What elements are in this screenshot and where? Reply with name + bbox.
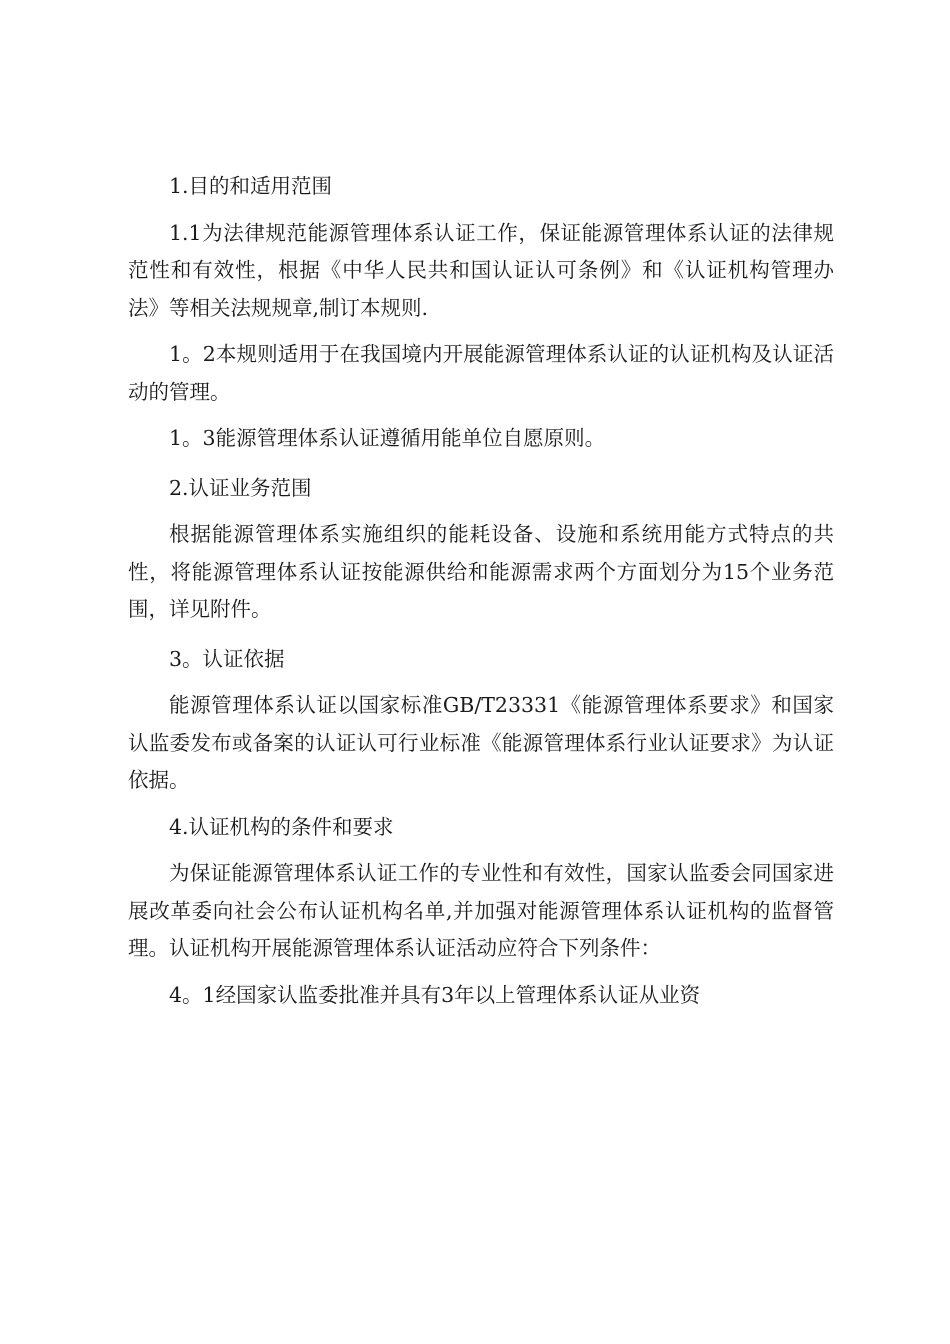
paragraph-4-body: 为保证能源管理体系认证工作的专业性和有效性，国家认监委会同国家进展改革委向社会公布认证机构名单,并加强对能源管理体系认证机构的监督管理。认证机构开展能源管理体系认证活动应符合下列条件： [128,861,834,960]
document-page [128,168,834,1014]
paragraph-4-1: 4。1经国家认监委批准并具有3年以上管理体系认证从业资 [169,982,701,1007]
paragraph-1-2: 1。2本规则适用于在我国境内开展能源管理体系认证的认证机构及认证活动的管理。 [128,342,834,404]
heading-1: 1.目的和适用范围 [169,174,333,198]
paragraph-1-3: 1。3能源管理体系认证遵循用能单位自愿原则。 [169,426,606,450]
paragraph-2-body: 根据能源管理体系实施组织的能耗设备、设施和系统用能方式特点的共性，将能源管理体系认证按能源供给和能源需求两个方面划分为15个业务范围，详见附件。 [128,522,834,621]
paragraph-1-1: 1.1为法律规范能源管理体系认证工作，保证能源管理体系认证的法律规范性和有效性，根据《中华人民共和国认证认可条例》和《认证机构管理办法》等相关法规规章,制订本规则. [128,220,834,320]
heading-3: 3。认证依据 [169,646,285,671]
heading-4: 4.认证机构的条件和要求 [169,814,394,839]
paragraph-3-body: 能源管理体系认证以国家标准GB/T23331《能源管理体系要求》和国家认监委发布或备案的认证认可行业标准《能源管理体系行业认证要求》为认证依据。 [128,693,834,792]
heading-2: 2.认证业务范围 [169,475,312,500]
